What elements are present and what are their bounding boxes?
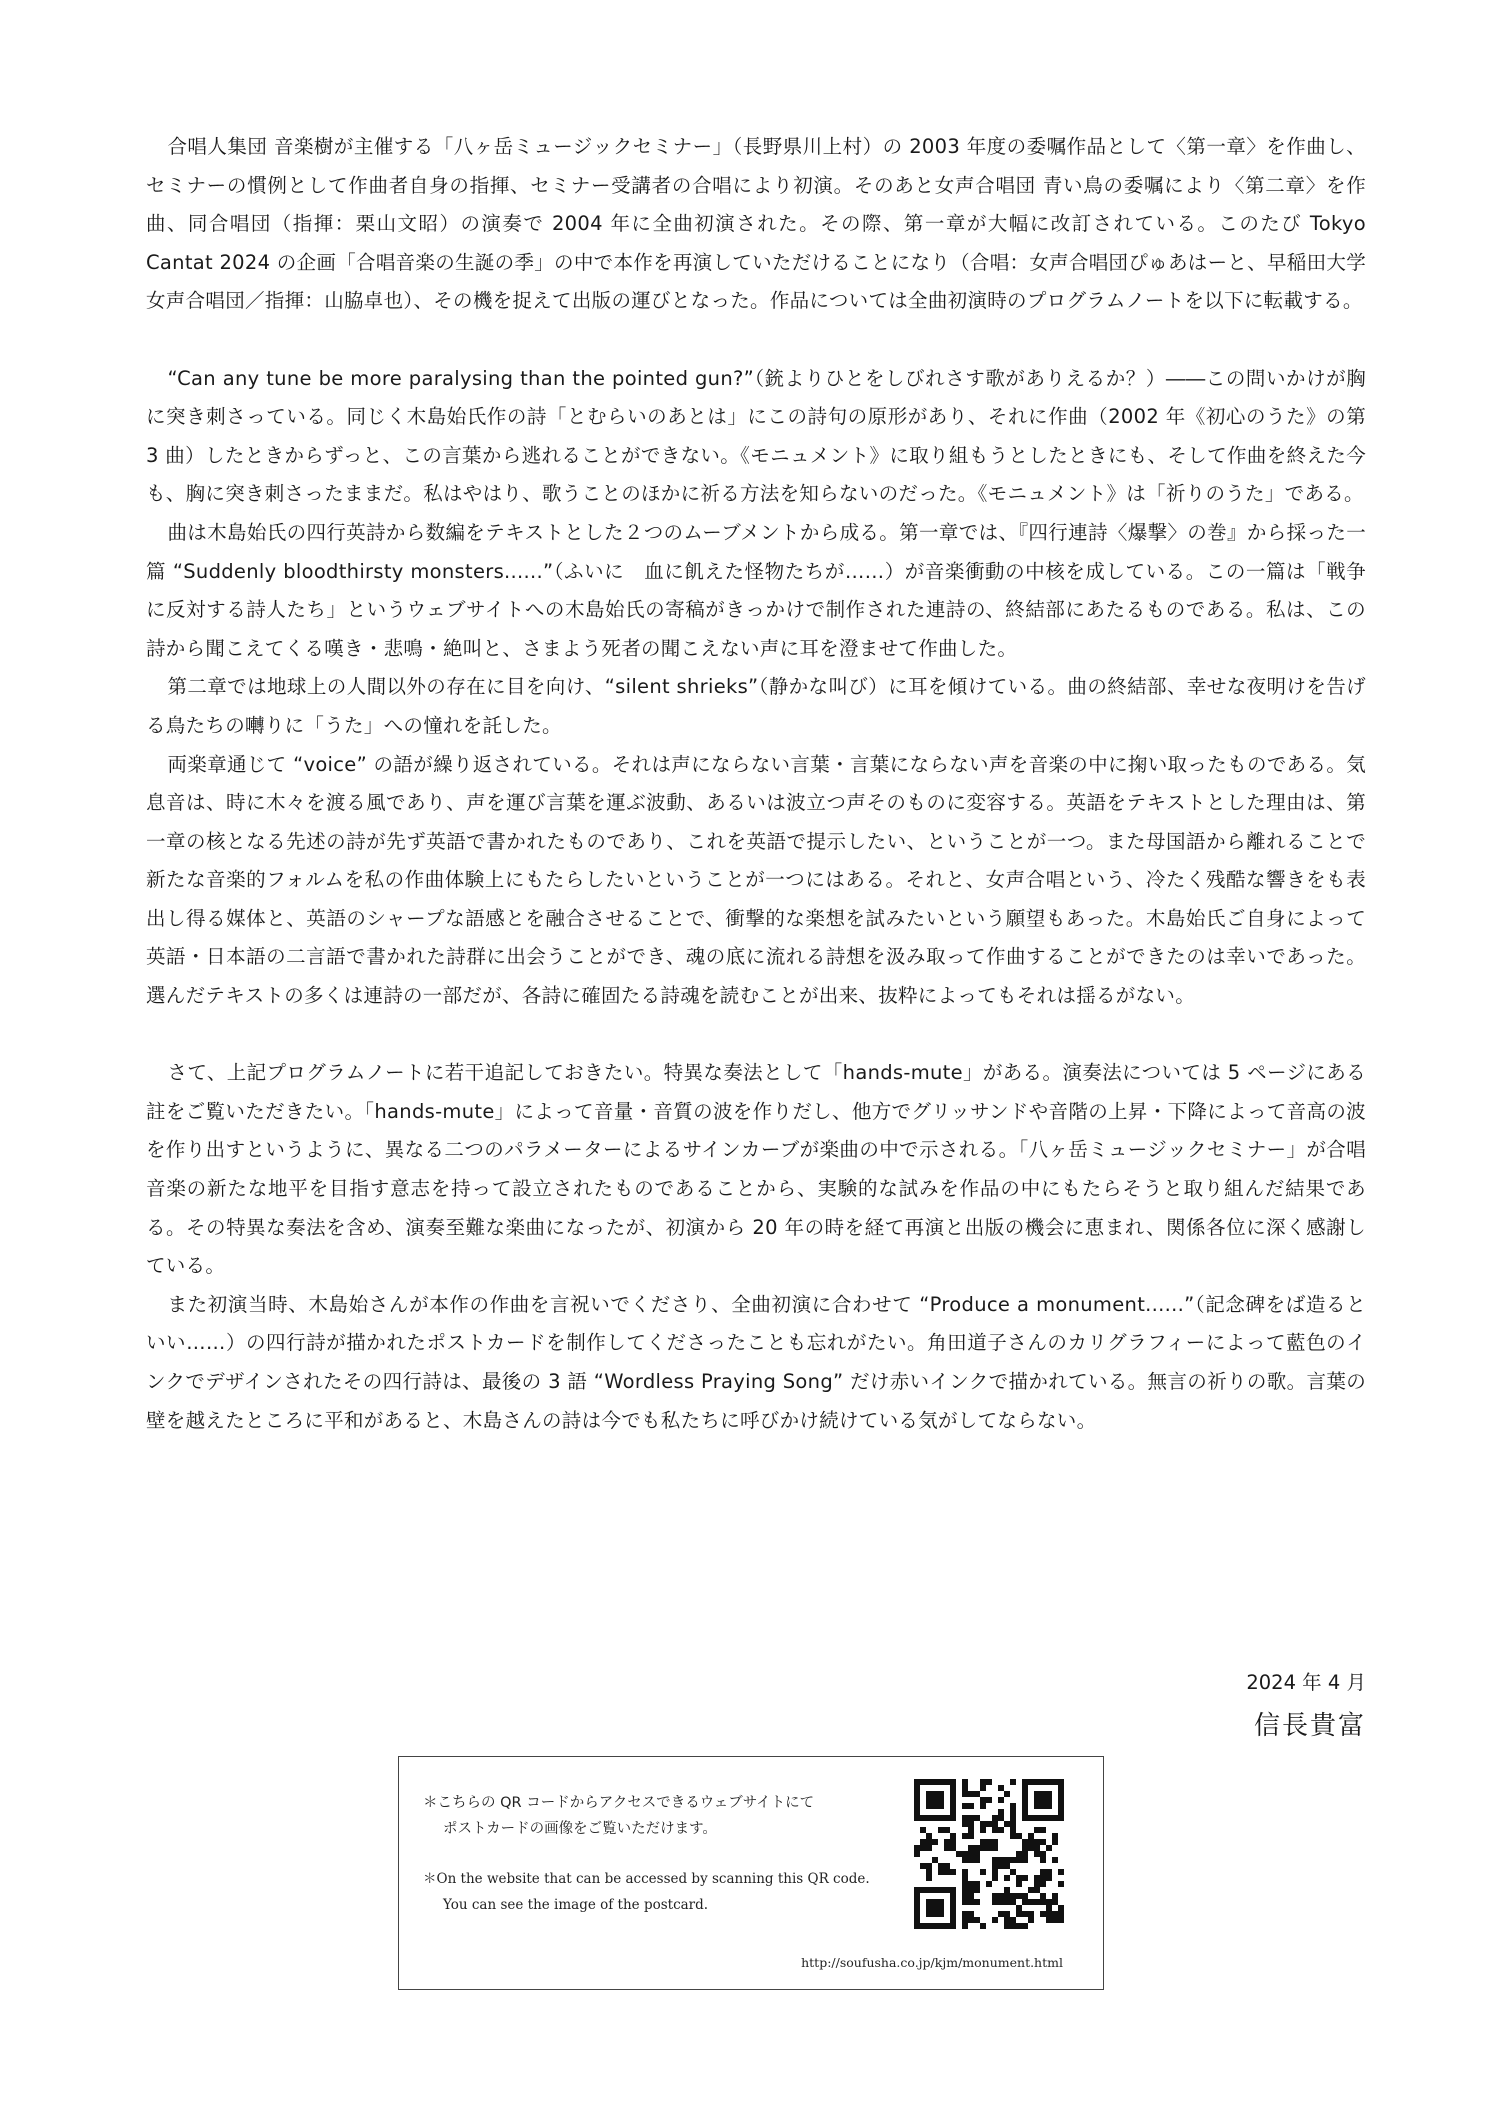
paragraph-program-note-4: 両楽章通じて “voice” の語が繰り返されている。それは声にならない言葉・言葉にならない声を音楽の中に掬い取ったものである。気息音は、時に木々を渡る風であり、声を運び言葉を運ぶ波動、あるいは波立つ声そのものに変容する。英語をテキストとした理由は、第一章の核となる先述の詩が先ず英語で書かれたものであり、これを英語で提示したい、ということが一つ。また母国語から離れることで新たな音楽的フォルムを私の作曲体験上にもたらしたいということが一つにはある。それと、女声合唱という、冷たく残酷な響きをも表出し得る媒体と、英語のシャープな語感とを融合させることで、衝撃的な楽想を試みたいという願望もあった。木島始氏ご自身によって英語・日本語の二言語で書かれた詩群に出会うことができ、魂の底に流れる詩想を汲み取って作曲することができたのは幸いであった。選んだテキストの多くは連詩の一部だが、各詩に確固たる詩魂を読むことが出来、抜粋によってもそれは揺るがない。 [146,752,1366,1008]
note-en-line-1: ＊On the website that can be accessed by scanning this QR code. [423,1871,870,1887]
qr-code-icon[interactable] [914,1779,1064,1929]
paragraph-program-note-1: “Can any tune be more paralysing than the pointed gun?”（銃よりひとをしびれさす歌がありえるか？）――この問いかけが胸に突き刺さっている。同じく木島始氏作の詩「とむらいのあとは」にこの詩句の原形があり、それに作曲（2002 年《初心のうた》の第 3 曲）したときからずっと、この言葉から逃れることができない。《モニュメント》に取り組もうとしたときにも、そして作曲を終えた今も、胸に突き刺さったままだ。私はやはり、歌うことのほかに祈る方法を知らないのだった。《モニュメント》は「祈りのうた」である。 [146,366,1366,506]
paragraph-addendum-1: さて、上記プログラムノートに若干追記しておきたい。特異な奏法として「hands-mute」がある。演奏法については 5 ページにある註をご覧いただきたい。「hands-mute」によって音量・音質の波を作りだし、他方でグリッサンドや音階の上昇・下降によって音高の波を作り出すというように、異なる二つのパラメーターによるサインカーブが楽曲の中で示される。「八ヶ岳ミュージックセミナー」が合唱音楽の新たな地平を目指す意志を持って設立されたものであることから、実験的な試みを作品の中にもたらそうと取り組んだ結果である。その特異な奏法を含め、演奏至難な楽曲になったが、初演から 20 年の時を経て再演と出版の機会に恵まれ、関係各位に深く感謝している。 [146,1061,1366,1278]
qr-info-box [398,1756,1104,1990]
date: 2024 年 4 月 [1246,1671,1366,1694]
paragraph-program-note-2: 曲は木島始氏の四行英詩から数編をテキストとした２つのムーブメントから成る。第一章では、『四行連詩〈爆撃〉の巻』から採った一篇 “Suddenly bloodthirsty monsters......”（ふいに 血に飢えた怪物たちが……）が音楽衝動の中核を成している。この一篇は「戦争に反対する詩人たち」というウェブサイトへの木島始氏の寄稿がきっかけで制作された連詩の、終結部にあたるものである。私は、この詩から聞こえてくる嘆き・悲鳴・絶叫と、さまよう死者の聞こえない声に耳を澄ませて作曲した。 [146,520,1366,660]
website-url[interactable]: http://soufusha.co.jp/kjm/monument.html [801,1955,1063,1970]
note-ja-line-1: ＊こちらの QR コードからアクセスできるウェブサイトにて [423,1795,815,1811]
paragraph-intro: 合唱人集団 音楽樹が主催する「八ヶ岳ミュージックセミナー」（長野県川上村）の 2003 年度の委嘱作品として〈第一章〉を作曲し、セミナーの慣例として作曲者自身の指揮、セミナー受講者の合唱により初演。そのあと女声合唱団 青い鳥の委嘱により〈第二章〉を作曲、同合唱団（指揮：栗山文昭）の演奏で 2004 年に全曲初演された。その際、第一章が大幅に改訂されている。このたび Tokyo Cantat 2024 の企画「合唱音楽の生誕の季」の中で本作を再演していただけることになり（合唱：女声合唱団ぴゅあはーと、早稲田大学女声合唱団／指揮：山脇卓也）、その機を捉えて出版の運びとなった。作品については全曲初演時のプログラムノートを以下に転載する。 [146,135,1366,313]
body-text [146,128,1366,1440]
note-ja-line-2: ポストカードの画像をご覧いただけます。 [443,1821,717,1837]
note-en-line-2: You can see the image of the postcard. [443,1897,709,1913]
paragraph-addendum-2: また初演当時、木島始さんが本作の作曲を言祝いでくださり、全曲初演に合わせて “Produce a monument......”（記念碑をば造るといい……）の四行詩が描かれたポストカードを制作してくださったことも忘れがたい。角田道子さんのカリグラフィーによって藍色のインクでデザインされたその四行詩は、最後の 3 語 “Wordless Praying Song” だけ赤いインクで描かれている。無言の祈りの歌。言葉の壁を越えたところに平和があると、木島さんの詩は今でも私たちに呼びかけ続けている気がしてならない。 [146,1292,1366,1432]
author-signature: 信長貴富 [1253,1711,1366,1741]
paragraph-program-note-3: 第二章では地球上の人間以外の存在に目を向け、“silent shrieks”（静かな叫び）に耳を傾けている。曲の終結部、幸せな夜明けを告げる鳥たちの囀りに「うた」への憧れを託した。 [146,675,1366,737]
